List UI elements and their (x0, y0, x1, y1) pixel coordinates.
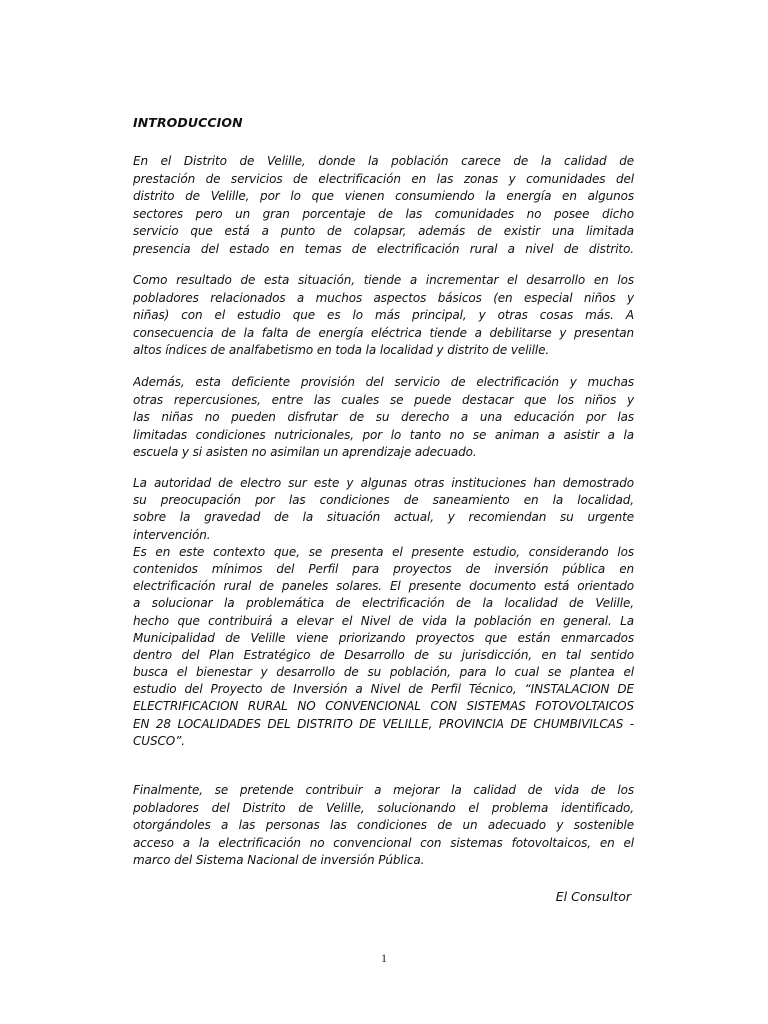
paragraph-2 (133, 272, 634, 360)
text-line: Es en este contexto que, se presenta el presente estudio, considerando los (133, 544, 634, 559)
text-line: CUSCO”. (133, 733, 185, 748)
text-line: acceso a la electrificación no convencional con sistemas fotovoltaicos, en el (133, 835, 634, 850)
text-line: distrito de Velille, por lo que vienen consumiendo la energía en algunos (133, 189, 634, 203)
text-line: sectores pero un gran porcentaje de las comunidades no posee dicho (133, 206, 634, 221)
page-number: 1 (381, 953, 387, 965)
text-line: busca el bienestar y desarrollo de su población, para lo cual se plantea el (133, 665, 634, 680)
text-line: altos índices de analfabetismo en toda la localidad y distrito de velille. (133, 343, 550, 357)
text-line: Municipalidad de Velille viene priorizando proyectos que están enmarcados (133, 630, 634, 645)
text-line: sobre la gravedad de la situación actual, y recomiendan su urgente (133, 510, 634, 525)
text-line: estudio del Proyecto de Inversión a Nivel de Perfil Técnico, “INSTALACION DE (133, 682, 634, 697)
text-line: intervención. (133, 527, 211, 542)
text-line: En el Distrito de Velille, donde la población carece de la calidad de (133, 154, 634, 168)
text-line: presencia del estado en temas de electrificación rural a nivel de distrito. (133, 241, 634, 256)
text-line: ELECTRIFICACION RURAL NO CONVENCIONAL CON SISTEMAS FOTOVOLTAICOS (133, 699, 634, 714)
text-line: su preocupación por las condiciones de saneamiento en la localidad, (133, 493, 634, 508)
text-line: limitadas condiciones nutricionales, por lo tanto no se animan a asistir a la (133, 427, 634, 442)
text-line: servicio que está a punto de colapsar, además de existir una limitada (133, 224, 634, 238)
text-line: pobladores del Distrito de Velille, solucionando el problema identificado, (133, 800, 634, 815)
paragraph-3 (133, 374, 634, 462)
text-line: La autoridad de electro sur este y algunas otras instituciones han demostrado (133, 476, 634, 490)
text-line: niñas) con el estudio que es lo más principal, y otras cosas más. A (133, 308, 634, 322)
text-line: dentro del Plan Estratégico de Desarrollo de su jurisdicción, en tal sentido (133, 647, 634, 662)
text-line: EN 28 LOCALIDADES DEL DISTRITO DE VELILLE, PROVINCIA DE CHUMBIVILCAS - (133, 716, 634, 731)
text-line: electrificación rural de paneles solares. El presente documento está orientado (133, 579, 634, 594)
text-line: pobladores relacionados a muchos aspectos básicos (en especial niños y (133, 290, 634, 305)
signature: El Consultor (555, 889, 631, 904)
text-line: escuela y si asisten no asimilan un aprendizaje adecuado. (133, 445, 477, 459)
text-line: contenidos mínimos del Perfil para proyectos de inversión pública en (133, 561, 634, 576)
text-line: otras repercusiones, entre las cuales se puede destacar que los niños y (133, 392, 634, 407)
text-line: consecuencia de la falta de energía eléctrica tiende a debilitarse y presentan (133, 325, 634, 340)
text-line: a solucionar la problemática de electrificación de la localidad de Velille, (133, 596, 634, 611)
paragraph-5 (133, 782, 634, 870)
paragraph-4 (133, 475, 634, 750)
page-title: INTRODUCCION (133, 115, 243, 130)
paragraph-1 (133, 153, 634, 258)
text-line: Finalmente, se pretende contribuir a mejorar la calidad de vida de los (133, 783, 634, 797)
text-line: Como resultado de esta situación, tiende a incrementar el desarrollo en los (133, 273, 634, 287)
text-line: marco del Sistema Nacional de inversión Pública. (133, 853, 425, 867)
text-line: hecho que contribuirá a elevar el Nivel de vida la población en general. La (133, 613, 634, 628)
text-line: Además, esta deficiente provisión del servicio de electrificación y muchas (133, 375, 634, 389)
text-line: prestación de servicios de electrificación en las zonas y comunidades del (133, 171, 634, 186)
text-line: las niñas no pueden disfrutar de su derecho a una educación por las (133, 410, 634, 424)
text-line: otorgándoles a las personas las condiciones de un adecuado y sostenible (133, 818, 634, 832)
